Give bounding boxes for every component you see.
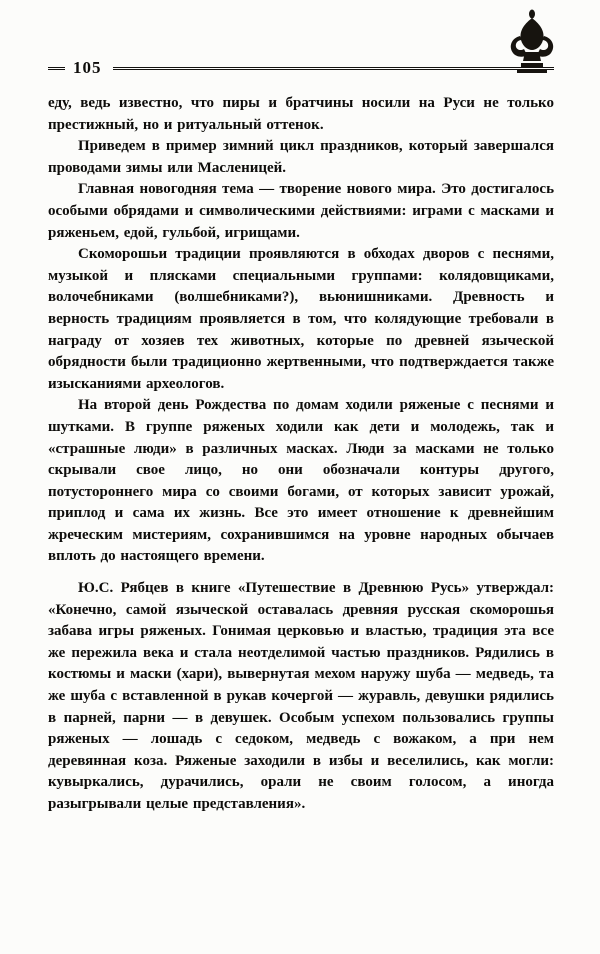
page-text xyxy=(48,93,554,816)
ornament-icon xyxy=(506,8,558,76)
paragraph-4: Скоморошьи традиции проявляются в обходах дворов с песнями, музыкой и плясками специальными группами: колядовщиками, волочебниками (волшебниками?), вьюнишниками. Древность и верность традициям проявляется в том, что колядующие требовали в награду от хозяев тех животных, которые по древней языческой обрядности были традиционно жертвенными, что подтверждается также изысканиями археологов. xyxy=(48,246,554,392)
page-number: 105 xyxy=(73,57,102,77)
page-header xyxy=(48,56,554,80)
paragraph-2: Приведем в пример зимний цикл праздников, который завершался проводами зимы или Масленицей. xyxy=(48,138,554,176)
paragraph-6: Ю.С. Рябцев в книге «Путешествие в Древнюю Русь» утверждал: «Конечно, самой языческой оставалась древняя русская скоморошья забава игры ряженых. Гонимая церковью и властью, традиция эта все же пережила века и стала неотделимой частью праздников. Рядились в костюмы и маски (хари), вывернутая мехом наружу шуба — медведь, та же шуба с вставленной в рукав кочергой — журавль, девушки рядились в парней, парни — в девушек. Особым успехом пользовались группы ряженых — лошадь с седоком, медведь с вожаком, а при нем деревянная коза. Ряженые заходили в избы и веселились, как могли: кувыркались, дурачились, орали не своим голосом, а иногда разыгрывали целые представления». xyxy=(48,580,554,812)
ornament-graphic xyxy=(507,9,557,75)
paragraph-3: Главная новогодняя тема — творение нового мира. Это достигалось особыми обрядами и символическими действиями: играми с масками и ряженьем, едой, гульбой, игрищами. xyxy=(48,181,554,241)
paragraph-5: На второй день Рождества по домам ходили ряженые с песнями и шутками. В группе ряженых ходили как дети и молодежь, так и «страшные люди» в различных масках. Люди за масками не только скрывали свое лицо, но они обозначали контуры другого, потустороннего мира со своими богами, от которых зависит урожай, приплод и сама их жизнь. Все это имеет отношение к древнейшим жреческим мистериям, сохранившимся на уровне народных обычаев вплоть до настоящего времени. xyxy=(48,397,554,565)
header-rule-right xyxy=(113,67,555,70)
header-rule-left xyxy=(48,67,65,70)
paragraph-1: еду, ведь известно, что пиры и братчины носили на Руси не только престижный, но и ритуальный оттенок. xyxy=(48,95,554,133)
